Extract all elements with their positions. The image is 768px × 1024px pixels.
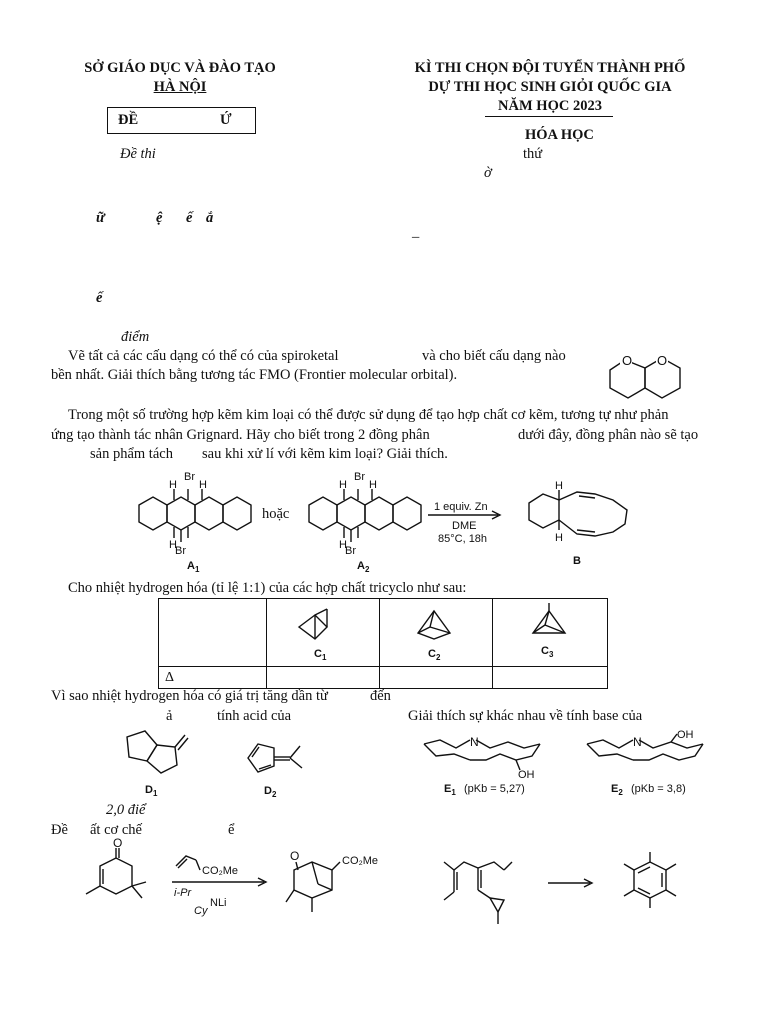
svg-text:E2: $E_2$ <box>611 783 623 797</box>
structure-C2 <box>380 599 490 661</box>
table-cell-C1 <box>267 599 380 667</box>
q2-text-2a: ứng tạo thành tác nhân Grignard. Hãy cho biết trong 2 đồng phân <box>51 427 430 443</box>
fragment-4: ắ <box>206 210 214 226</box>
atom-O: O <box>657 353 668 368</box>
bicyclic-product-structure <box>278 842 388 922</box>
atom-OH: OH <box>677 729 694 741</box>
n-lithium: NLi <box>210 897 227 909</box>
q1-text-a: Vẽ tất cả các cấu dạng có thể có của spiroketal <box>68 348 339 364</box>
structure-E1 <box>420 730 550 800</box>
q3-why-a: Vì sao nhiệt hydrogen hóa có giá trị tăng dần từ <box>51 688 328 704</box>
points-label: điểm <box>121 329 150 345</box>
atom-O: O <box>622 353 633 368</box>
fragment-2: ệ <box>156 210 163 226</box>
atom-H: H <box>169 539 177 551</box>
svg-text:D2: $D_2$ <box>264 785 277 799</box>
atom-H: H <box>555 480 563 492</box>
reagent-conditions: 85°C, 18h <box>438 533 488 545</box>
svg-text:C1: $C_1$ <box>314 648 327 662</box>
atom-O: O <box>290 849 300 863</box>
product-ester: CO₂Me <box>342 855 379 867</box>
fragment-5: ế <box>96 290 103 306</box>
q1-text-b: và cho biết cấu dạng nào <box>422 348 566 364</box>
atom-H: H <box>555 532 563 544</box>
acrylate-ester: CO₂Me <box>202 865 239 877</box>
atom-Br: Br <box>345 545 356 557</box>
cyclohexenone-structure <box>80 836 160 920</box>
hydrogenation-table <box>158 598 608 689</box>
box-label-left: ĐỀ <box>118 112 139 128</box>
atom-H: H <box>169 479 177 491</box>
atom-N: N <box>633 735 642 749</box>
header-rule <box>485 116 613 117</box>
cy-group: Cy <box>194 905 208 917</box>
label-A2: $A_2$ <box>357 560 370 574</box>
q4-acid: tính acid của <box>217 708 292 724</box>
table-cell-C2 <box>380 599 493 667</box>
atom-H: H <box>369 479 377 491</box>
q2-text-3b: sau khi xử lí với kẽm kim loại? Giải thích. <box>202 446 448 462</box>
structure-E2 <box>585 730 715 800</box>
issuer-line2: HÀ NỘI <box>153 79 207 95</box>
label-B: B <box>573 555 581 567</box>
ipr-group: i-Pr <box>174 887 192 899</box>
svg-text:C2: $C_2$ <box>428 648 441 662</box>
or-word: hoặc <box>262 506 290 522</box>
q5-text-a: Đề <box>51 822 68 838</box>
reaction-arrow-zn <box>428 500 508 550</box>
isomer-A1-structure <box>135 470 255 574</box>
polyene-structure <box>438 848 528 928</box>
q5-text-b: ất cơ chế <box>90 822 142 838</box>
atom-Br: Br <box>175 545 186 557</box>
reagent-zn: 1 equiv. Zn <box>434 501 488 513</box>
atom-Br: Br <box>354 471 365 483</box>
pkb-E1: (pKb = 5,27) <box>464 783 525 795</box>
atom-O: O <box>113 836 123 850</box>
q3-intro: Cho nhiệt hydrogen hóa (tỉ lệ 1:1) của các hợp chất tricyclo như sau: <box>68 580 467 596</box>
reagent-solvent: DME <box>452 520 477 532</box>
structure-C1 <box>267 599 377 661</box>
atom-H: H <box>339 479 347 491</box>
school-year: NĂM HỌC 2023 <box>498 98 602 114</box>
table-value-C3 <box>493 667 608 689</box>
points-label-2: 2,0 điể <box>106 802 146 818</box>
atom-N: N <box>470 735 479 749</box>
dash-fragment: – <box>412 229 420 245</box>
box-label-right: Ứ <box>220 112 232 128</box>
q5-text-c: ể <box>228 822 235 838</box>
svg-text:D1: $D_1$ <box>145 784 158 798</box>
structure-C3 <box>493 599 603 661</box>
table-value-C2 <box>380 667 493 689</box>
spiroketal-structure <box>600 340 710 410</box>
atom-H: H <box>339 539 347 551</box>
fragment-1: ữ <box>96 210 105 226</box>
reagents-lda <box>170 850 270 920</box>
subject: HÓA HỌC <box>525 127 594 143</box>
q3-why-b: đến <box>370 688 391 704</box>
table-cell-C3 <box>493 599 608 667</box>
q4-mark: ả <box>166 708 173 724</box>
exam-title-line2: DỰ THI HỌC SINH GIỎI QUỐC GIA <box>428 79 672 95</box>
delta-symbol: Δ <box>165 669 175 685</box>
label-A1: $A_1$ <box>187 560 200 574</box>
hexamethylbenzene-structure <box>610 848 690 928</box>
product-B-structure <box>525 478 635 573</box>
official-exam-box <box>107 107 256 134</box>
reaction-arrow-2 <box>548 878 598 888</box>
q1-text-2: bền nhất. Giải thích bằng tương tác FMO (Frontier molecular orbital). <box>51 367 458 383</box>
table-value-C1 <box>267 667 380 689</box>
structure-D1 <box>115 725 195 800</box>
svg-text:C3: $C_3$ <box>541 645 554 659</box>
svg-text:E1: $E_1$ <box>444 783 456 797</box>
atom-OH: OH <box>518 769 535 781</box>
q2-text-3a: sản phẩm tách <box>90 446 173 462</box>
isomer-A2-structure <box>305 470 425 574</box>
pkb-E2: (pKb = 3,8) <box>631 783 686 795</box>
atom-Br: Br <box>184 471 195 483</box>
fragment-3: ế <box>186 210 193 226</box>
q2-text-2b: dưới đây, đồng phân nào sẽ tạo <box>518 427 699 443</box>
table-row-delta <box>159 667 267 689</box>
exam-note: Đề thi <box>120 146 156 162</box>
issuer-line1: SỞ GIÁO DỤC VÀ ĐÀO TẠO <box>84 60 276 76</box>
table-header-empty <box>159 599 267 667</box>
atom-H: H <box>199 479 207 491</box>
exam-day: thứ <box>523 146 543 162</box>
exam-title-line1: KÌ THI CHỌN ĐỘI TUYỂN THÀNH PHỐ <box>414 60 686 76</box>
q2-text-1: Trong một số trường hợp kẽm kim loại có thể được sử dụng để tạo hợp chất cơ kẽm, tương tự như phản <box>68 407 669 423</box>
structure-D2 <box>240 730 320 800</box>
q4-base: Giải thích sự khác nhau về tính base của <box>408 708 643 724</box>
exam-time-fragment: ờ <box>484 165 492 181</box>
